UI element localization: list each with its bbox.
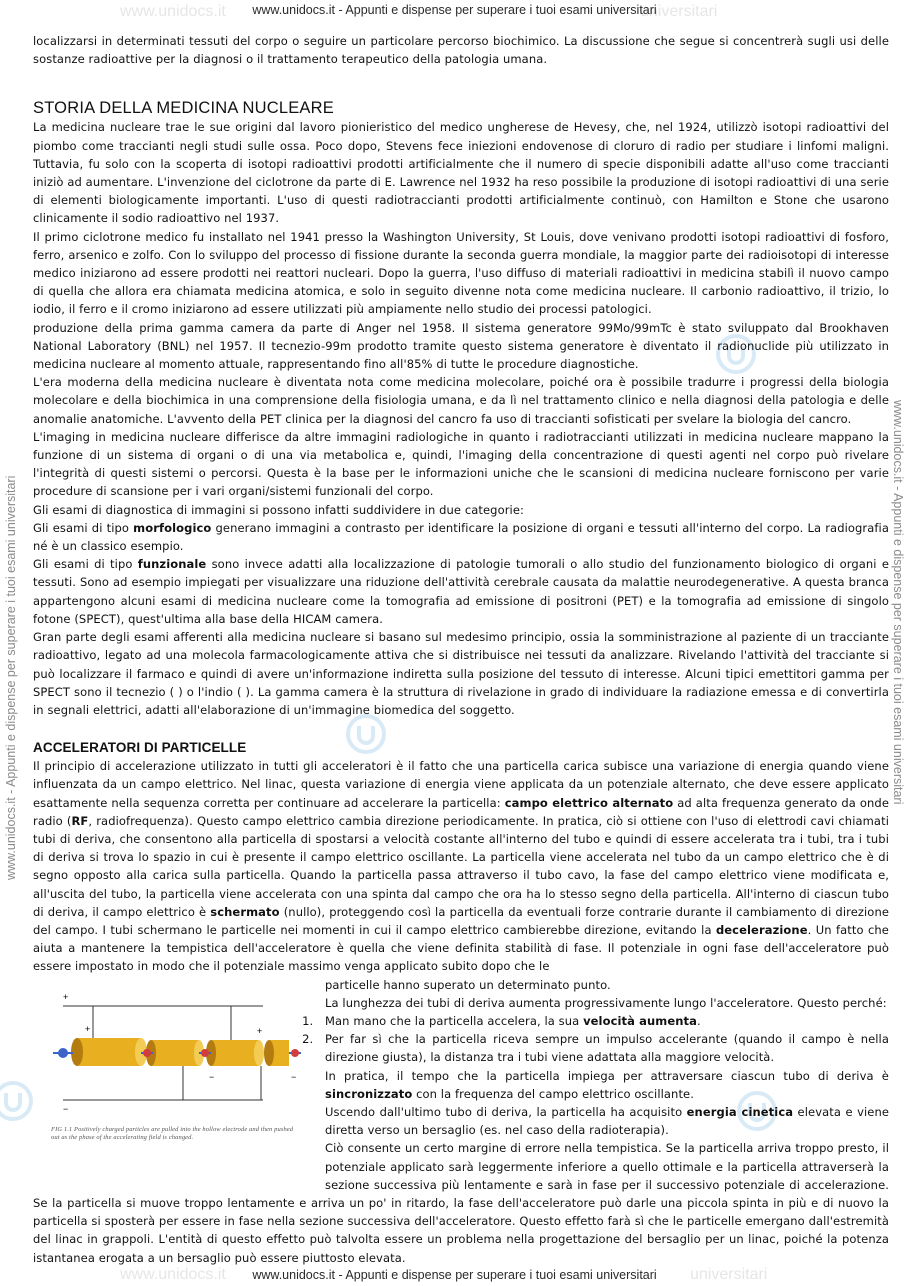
document-body (33, 32, 889, 1267)
paragraph: L'imaging in medicina nucleare differisce da altre immagini radiologiche in quanto i radiotraccianti utilizzati in medicina nucleare mappano la funzione di un sistema di organi o di una via metabolica e, quindi, l'imaging della concentrazione di questi agenti nel corpo può rivelare l'integrità di questi sistemi o percorsi. Questa è la base per le informazioni uniche che le scansioni di medicina nucleare forniscono per varie procedure di scansione per i vari organi/sistemi funzionali del corpo. (33, 429, 889, 499)
bold-term: funzionale (137, 557, 207, 572)
particle-icon (143, 1049, 151, 1057)
background-watermark: universitari (640, 3, 718, 20)
paragraph-morfologico: Gli esami di tipo morfologico generano immagini a contrasto per identificare la posizione di organi e tessuti all'interno del corpo. La radiografia né è un classico esempio. (33, 520, 889, 554)
particle-icon (58, 1048, 68, 1058)
list-item: 2. Per far sì che la particella riceva sempre un impulso accelerante (quando il campo è nella direzione giusta), la distanza tra i tubi viene adattata alla maggiore velocità. (59, 1030, 889, 1066)
side-watermark-left: www.unidocs.it - Appunti e dispense per superare i tuoi esami universitari (4, 475, 18, 880)
paragraph: L'era moderna della medicina nucleare è diventata nota come medicina molecolare, poiché ora è possibile tradurre i progressi della biologia molecolare e della biochimica in una comprensione della fisiologia umana, e da lì nel trattamento clinico e nella diagnosi della patologia e delle anomalie anatomiche. L'avvento della PET clinica per la diagnosi del cancro fa uso di traccianti sofisticati per svelare la biologia del cancro. (33, 375, 889, 426)
background-watermark: universitari (690, 1266, 768, 1283)
background-watermark: www.unidocs.it (120, 3, 226, 20)
paragraph: Uscendo dall'ultimo tubo di deriva, la particella ha acquisito energia cinetica elevata e viene diretta verso un bersaglio (es. nel caso della radioterapia). (325, 1104, 890, 1138)
paragraph: La medicina nucleare trae le sue origini dal lavoro pionieristico del medico ungherese de Hevesy, che, nel 1924, utilizzò isotopi radioattivi del piombo come traccianti negli studi sulle ossa. Poco dopo, Stevens fece iniezioni endovenose di cloruro di radio per studiare i linfomi maligni. Tuttavia, fu solo con la scoperta di isotopi radioattivi prodotti artificialmente che il numero di specie disponibili adatte all'uso come traccianti iniziò ad aumentare. L'invenzione del ciclotrone da parte di E. Lawrence nel 1932 ha reso possibile la produzione di isotopi radioattivi di una serie di elementi biologicamente importanti. L'uso di questi radiotraccianti prodotti artificialmente continuò, con Hamilton e Stone che usarono clinicamente il sodio radioattivo nel 1937. (33, 120, 889, 226)
paragraph: La lunghezza dei tubi di deriva aumenta progressivamente lungo l'acceleratore. Questo perché: (325, 995, 887, 1010)
background-watermark: www.unidocs.it (120, 1266, 226, 1283)
paragraph-accelerazione: Il principio di accelerazione utilizzato in tutti gli acceleratori è il fatto che una particella carica subisce una variazione di energia quando viene influenzata da un campo elettrico. Nel linac, questa variazione di energia viene applicata da un potenziale alternato, che deve essere applicato esattamente nella sequenza corretta per continuare ad accelerare la particella: campo elettrico alternato ad alta frequenza generato da onde radio (RF, radiofrequenza). Questo campo elettrico cambia direzione periodicamente. In pratica, ciò si ottiene con l'uso di elettrodi cavi chiamati tubi di deriva, che consentono alla particella di spostarsi a velocità costante all'interno del tubo e quindi di essere accelerata tra i tubi, tra i tubi di deriva si trova lo spazio in cui è presente il campo elettrico oscillante. La particella viene accelerata nel tubo da un campo elettrico che è di segno opposto alla carica sulla particella. Quando la particella passa attraverso il tubo cavo, la fase del campo elettrico viene modificata e, all'uscita del tubo, la particella viene accelerata con una spinta dal campo che ora ha lo stesso segno della particella. All'interno di ciascun tubo di deriva, il campo elettrico è schermato (nullo), proteggendo così la particella da eventuali forze contrarie durante il cambiamento di direzione del campo. I tubi schermano le particelle nei momenti in cui il campo elettrico cambierebbe direzione, evitando la decelerazione. Un fatto che aiuta a mantenere la tempistica dell'acceleratore è quella che viene definita stabilità di fase. Il potenziale in ogni fase dell'acceleratore può essere impostato in modo che il potenziale massimo venga applicato subito dopo che le (33, 759, 890, 974)
paragraph: Gli esami di diagnostica di immagini si possono infatti suddividere in due categorie: (33, 502, 524, 517)
paragraph: Gran parte degli esami afferenti alla medicina nucleare si basano sul medesimo principio, ossia la somministrazione al paziente di un tracciante radioattivo, legato ad una molecola farmacologicamente attiva che si distribuisce nei tessuti da analizzare. Rivelando l'attività del tracciante si può localizzare il farmaco e quindi di avere un'informazione indiretta sulla posizione del tessuto di interesse. Alcuni tipici emettitori gamma per SPECT sono il tecnezio ( ) o l'indio ( ). La gamma camera è la struttura di rivelazione in grado di individuare la radiazione emessa e di convertirla in segnali elettrici, adatti all'elaborazione di un'immagine biomedica del soggetto. (33, 630, 889, 717)
paragraph: produzione della prima gamma camera da parte di Anger nel 1958. Il sistema generatore 99Mo/99mTc è stato sviluppato dal Brookhaven National Laboratory (BNL) nel 1957. Il tecnezio-99m prodotto tramite questo sistema generatore è diventato il radionuclide più utilizzato in medicina nucleare al momento attuale, rappresentando fino all'85% di tutte le procedure diagnostiche. (33, 320, 889, 372)
linac-diagram (33, 976, 303, 1126)
paragraph: Ciò consente un certo margine di errore nella tempistica. Se la particella arriva troppo presto, il potenziale applicato sarà leggermente inferiore a quello ottimale e la particella attraverserà la sezione successiva più lentamente e sarà in fase per il successivo potenziale di accelerazione. Se la particella si muove troppo lentamente e arriva un po' in ritardo, la fase dell'acceleratore può darle una piccola spinta in più e di nuovo la particella si sposterà per essere in fase nella sezione successiva dell'acceleratore. Questo effetto farà sì che le particelle emergano dall'estremità del linac in grappoli. L'entità di questo effetto può talvolta essere un problema nella progettazione del bersaglio per un linac, poiché la potenza istantanea erogata a un bersaglio può essere piuttosto elevata. (33, 1141, 889, 1265)
watermark-logo-icon (0, 1080, 34, 1122)
intro-paragraph: localizzarsi in determinati tessuti del corpo o seguire un particolare percorso biochimico. La discussione che segue si concentrerà sugli usi delle sostanze radioattive per la diagnosi o il trattamento terapeutico della patologia umana. (33, 34, 889, 67)
paragraph: Il primo ciclotrone medico fu installato nel 1941 presso la Washington University, St Louis, dove venivano prodotti isotopi radioattivi di fosforo, ferro, arsenico e zolfo. Con lo sviluppo del processo di fissione durante la seconda guerra mondiale, la maggior parte dei radioisotopi di interesse medico iniziarono ad essere prodotti nei reattori nucleari. Dopo la guerra, l'uso diffuso di materiali radioattivi in medicina stabilì il nuovo campo di quella che allora era chiamata medicina atomica, e solo in seguito divenne nota come medicina nucleare. Il carbonio radioattivo, il trizio, lo iodio, il ferro e il cromo iniziarono ad essere utilizzati più ampiamente nello studio dei processi patologici. (33, 229, 889, 317)
section-title-storia: STORIA DELLA MEDICINA NUCLEARE (33, 99, 334, 118)
bold-term: morfologico (133, 520, 212, 535)
paragraph: In pratica, il tempo che la particella impiega per attraversare ciascun tubo di deriva è sincronizzato con la frequenza del campo elettrico oscillante. (325, 1068, 889, 1101)
sign-label: + (63, 991, 69, 1002)
side-watermark-right: www.unidocs.it - Appunti e dispense per superare i tuoi esami universitari (891, 400, 905, 805)
header-link[interactable]: www.unidocs.it - Appunti e dispense per superare i tuoi esami universitari (252, 3, 657, 17)
sign-label: − (291, 1071, 297, 1082)
particle-icon (201, 1049, 209, 1057)
section-title-acceleratori: ACCELERATORI DI PARTICELLE (33, 740, 247, 756)
particle-icon (291, 1049, 299, 1057)
figure-caption: FIG 1.1 Positively charged particles are pulled into the hollow electrode and then pushed out as the phase of the accelerating field is changed. (51, 1125, 294, 1141)
paragraph: particelle hanno superato un determinato punto. (325, 977, 611, 992)
sign-label: − (209, 1071, 215, 1082)
sign-label: + (85, 1023, 91, 1034)
sign-label: − (63, 1103, 69, 1114)
footer-link[interactable]: www.unidocs.it - Appunti e dispense per superare i tuoi esami universitari (252, 1268, 657, 1282)
sign-label: + (257, 1025, 263, 1036)
list-item: 1. Man mano che la particella accelera, la sua velocità aumenta. (59, 1012, 889, 1030)
linac-figure (33, 976, 303, 1186)
paragraph-funzionale: Gli esami di tipo funzionale sono invece adatti alla localizzazione di patologie tumorali o allo studio del funzionamento biologico di organi e tessuti. Sono ad esempio impiegati per visualizzare una riduzione dell'attività cerebrale causata da malattie neurodegenerative. A questa branca appartengono alcuni esami di medicina nucleare come la tomografia ad emissione di positroni (PET) e la tomografia ad emissione di singolo fotone (SPECT), quest'ultima alla base della HICAM camera. (33, 557, 889, 626)
